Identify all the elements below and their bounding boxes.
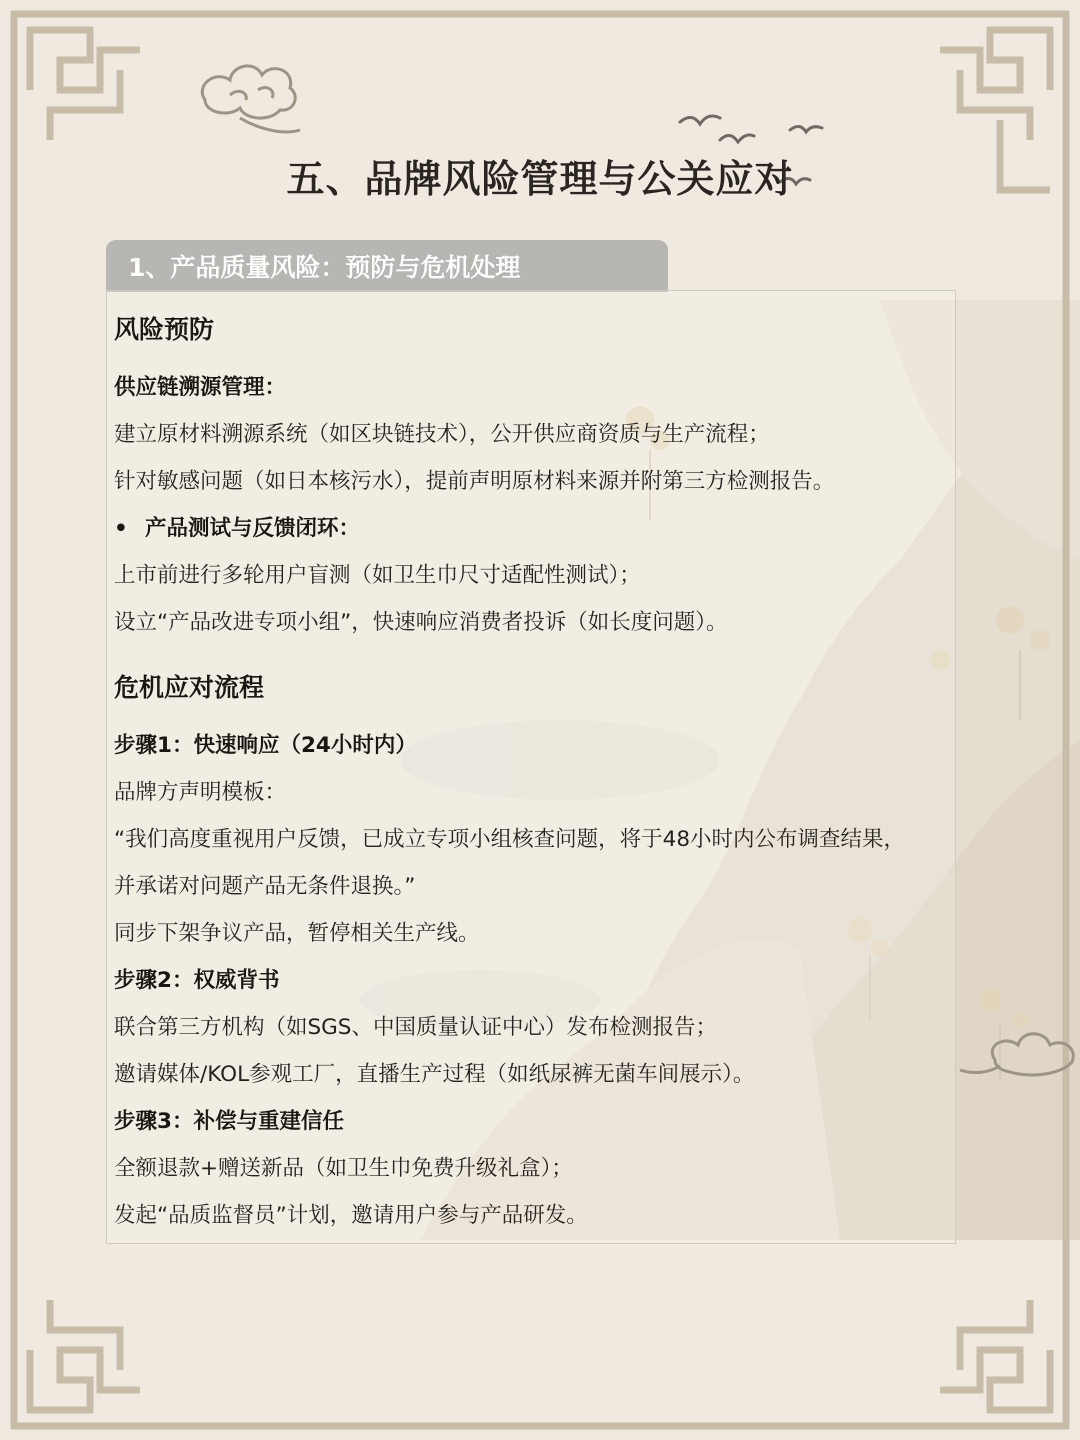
step3-heading: 步骤3：补偿与重建信任 (114, 1109, 344, 1134)
crisis-heading: 危机应对流程 (114, 673, 265, 702)
step3-line-1: 全额退款+赠送新品（如卫生巾免费升级礼盒）； (114, 1156, 573, 1181)
corner-ornament-top-left (14, 14, 150, 150)
step1-line-3: 并承诺对问题产品无条件退换。” (114, 874, 416, 899)
supply-chain-line-2: 针对敏感问题（如日本核污水），提前声明原材料来源并附第三方检测报告。 (114, 469, 835, 494)
testing-heading: 产品测试与反馈闭环： (145, 516, 361, 541)
corner-ornament-bottom-right (930, 1290, 1066, 1426)
step1-heading: 步骤1：快速响应（24小时内） (114, 733, 417, 758)
corner-ornament-bottom-left (14, 1290, 150, 1426)
step2-line-2: 邀请媒体/KOL参观工厂，直播生产过程（如纸尿裤无菌车间展示）。 (114, 1062, 755, 1087)
step1-line-1: 品牌方声明模板： (114, 780, 287, 805)
supply-chain-heading: 供应链溯源管理： (114, 375, 287, 400)
step2-line-1: 联合第三方机构（如SGS、中国质量认证中心）发布检测报告； (114, 1015, 717, 1040)
testing-line-1: 上市前进行多轮用户盲测（如卫生巾尺寸适配性测试）； (114, 563, 641, 588)
step2-heading: 步骤2：权威背书 (114, 968, 280, 993)
step1-line-4: 同步下架争议产品，暂停相关生产线。 (114, 921, 480, 946)
page-title: 五、品牌风险管理与公关应对 (286, 157, 794, 201)
testing-heading-row (114, 514, 964, 544)
section-tab: 1、产品质量风险：预防与危机处理 (106, 240, 668, 292)
cloud-ornament-top (202, 66, 300, 132)
supply-chain-line-1: 建立原材料溯源系统（如区块链技术），公开供应商资质与生产流程； (114, 422, 770, 447)
step1-line-2: “我们高度重视用户反馈，已成立专项小组核查问题，将于48小时内公布调查结果， (114, 827, 906, 852)
step3-line-2: 发起“品质监督员”计划，邀请用户参与产品研发。 (114, 1203, 588, 1228)
testing-line-2: 设立“产品改进专项小组”，快速响应消费者投诉（如长度问题）。 (114, 610, 728, 635)
prevention-heading: 风险预防 (114, 315, 215, 344)
bullet-icon: • (114, 516, 128, 541)
